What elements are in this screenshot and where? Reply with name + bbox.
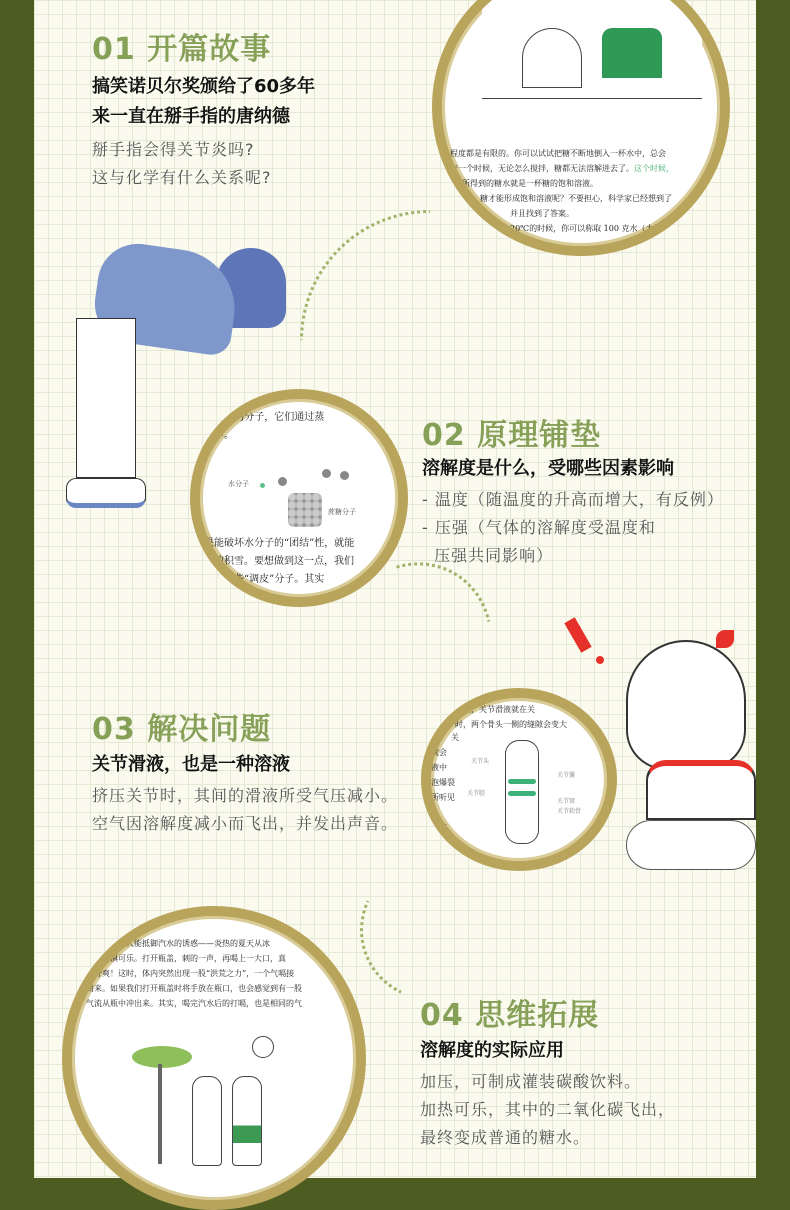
diagram-label: 关节头 xyxy=(471,758,490,765)
excerpt-line: 时，两个骨头一侧的缝隙会变大 xyxy=(455,720,567,729)
sucrose-crystal xyxy=(288,493,322,527)
section-body: - 温度（随温度的升高而增大，有反例） xyxy=(422,490,724,509)
excerpt-line: 关节 xyxy=(431,823,447,832)
illustration-beach-kids xyxy=(122,1036,322,1186)
excerpt-highlight: 所得到的糖水就是一杯糖的饱和溶液。 xyxy=(462,179,598,188)
diagram-label: 关节囊 xyxy=(557,772,576,779)
green-shirt-figure xyxy=(602,28,662,78)
section-body: 掰手指会得关节炎吗? xyxy=(92,140,255,159)
water-molecule xyxy=(260,483,265,488)
excerpt-line: 就会 xyxy=(431,748,447,757)
table-line xyxy=(482,98,702,99)
excerpt-line: 节腔，关节滑液就在关 xyxy=(455,705,535,714)
illustration-characters xyxy=(482,0,702,138)
excerpt-line: 有一个时候，无论怎么搅拌，糖都无法溶解进去了。 xyxy=(450,164,634,173)
label-sucrose-molecule: 蔗糖分子 xyxy=(328,508,356,516)
section-body: 挤压关节时，其间的滑液所受气压减小。 xyxy=(92,786,399,805)
book-excerpt-circle xyxy=(190,389,408,607)
excerpt-line: 20℃的时候，你可以称取 100 克水（大概 xyxy=(510,224,662,233)
kid-figure xyxy=(232,1076,262,1166)
excerpt-line: 液中 xyxy=(431,763,447,772)
excerpt-line: 果能破坏水分子的“团结”性，就能 xyxy=(204,538,355,549)
excerpt-line: 泡爆裂 xyxy=(431,778,455,787)
section-body: 压强共同影响） xyxy=(422,546,554,565)
section-subtitle: 溶解度的实际应用 xyxy=(420,1040,564,1061)
section-body: 加热可乐，其中的二氧化碳飞出， xyxy=(420,1100,676,1119)
palm-leaves xyxy=(132,1046,192,1068)
diagram-label: 关节窝 xyxy=(557,798,576,805)
section-body: 这与化学有什么关系呢? xyxy=(92,168,272,187)
joint-diagram xyxy=(505,740,539,844)
label-water-molecule: 水分子 xyxy=(228,480,249,488)
water-molecule xyxy=(340,471,349,480)
excerpt-line: 凉舒爽！这时，体内突然出现一股“洪荒之力”，一个气嗝接 xyxy=(86,969,295,978)
section-body: 空气因溶解度减小而飞出，并发出声音。 xyxy=(92,814,399,833)
section-body: 最终变成普通的糖水。 xyxy=(420,1128,591,1147)
excerpt-line: 的积雪。要想做到这一点，我们 xyxy=(214,556,354,567)
girl-shirt xyxy=(646,760,756,820)
section-subtitle: 来一直在掰手指的唐纳德 xyxy=(92,106,290,127)
exclamation-icon xyxy=(568,608,608,668)
cloud xyxy=(626,820,756,870)
excerpt-line: 气流从瓶中冲出来。其实，喝完汽水后的打嗝，也是相同的气 xyxy=(86,999,302,1008)
excerpt-line: 所听见 xyxy=(431,793,455,802)
excerpt-line: 很少有人能抵御汽水的诱惑——炎热的夏天从冰 xyxy=(102,939,270,948)
book-excerpt-circle xyxy=(421,688,617,871)
excerpt-line: 以 xyxy=(431,838,439,847)
excerpt-line: 些“调皮”分子。其实 xyxy=(234,574,325,585)
section-body: - 压强（气体的溶解度受温度和 xyxy=(422,518,656,537)
figure-outline xyxy=(522,28,582,88)
palm-trunk xyxy=(158,1064,162,1164)
kid-figure xyxy=(192,1076,222,1166)
excerpt-line: 而来。如果我们打开瓶盖时将手放在瓶口，也会感觉到有一股 xyxy=(86,984,302,993)
excerpt-line: 糖才能形成饱和溶液呢？不要担心，科学家已经想到了 xyxy=(480,194,672,203)
section-heading: 04 思维拓展 xyxy=(420,998,600,1033)
diagram-label: 关节软骨 xyxy=(557,808,582,815)
excerpt-line: 关 xyxy=(451,733,459,742)
sun xyxy=(252,1036,274,1058)
excerpt-line: 气中。 xyxy=(204,430,234,441)
section-heading: 01 开篇故事 xyxy=(92,32,272,67)
illustration-girl xyxy=(626,630,756,880)
section-heading: 02 原理铺垫 xyxy=(422,418,602,453)
section-subtitle: 关节滑液，也是一种溶液 xyxy=(92,754,290,775)
excerpt-line: 并且找到了答案。 xyxy=(510,209,574,218)
excerpt-highlight: 这个时候， xyxy=(634,164,674,173)
section-heading: 03 解决问题 xyxy=(92,712,272,747)
hair-bow xyxy=(716,630,734,648)
excerpt-line: 一瓶冰镇可乐。打开瓶盖，刺的一声，再喝上一大口，真 xyxy=(86,954,286,963)
excerpt-line: “自由”的分子，它们通过蒸 xyxy=(204,412,325,423)
boy-trousers xyxy=(76,318,136,478)
diagram-label: 关节腔 xyxy=(467,790,486,797)
boy-shoes xyxy=(66,478,146,508)
water-molecule xyxy=(322,469,331,478)
section-body: 加压，可制成灌装碳酸饮料。 xyxy=(420,1072,642,1091)
section-subtitle: 搞笑诺贝尔奖颁给了60多年 xyxy=(92,76,316,97)
girl-head xyxy=(626,640,746,770)
section-subtitle: 溶解度是什么，受哪些因素影响 xyxy=(422,458,674,479)
water-molecule xyxy=(278,477,287,486)
book-excerpt-circle xyxy=(62,906,366,1210)
excerpt-line: 程度都是有限的。你可以试试把糖不断地倒入一杯水中，总会 xyxy=(450,149,666,158)
